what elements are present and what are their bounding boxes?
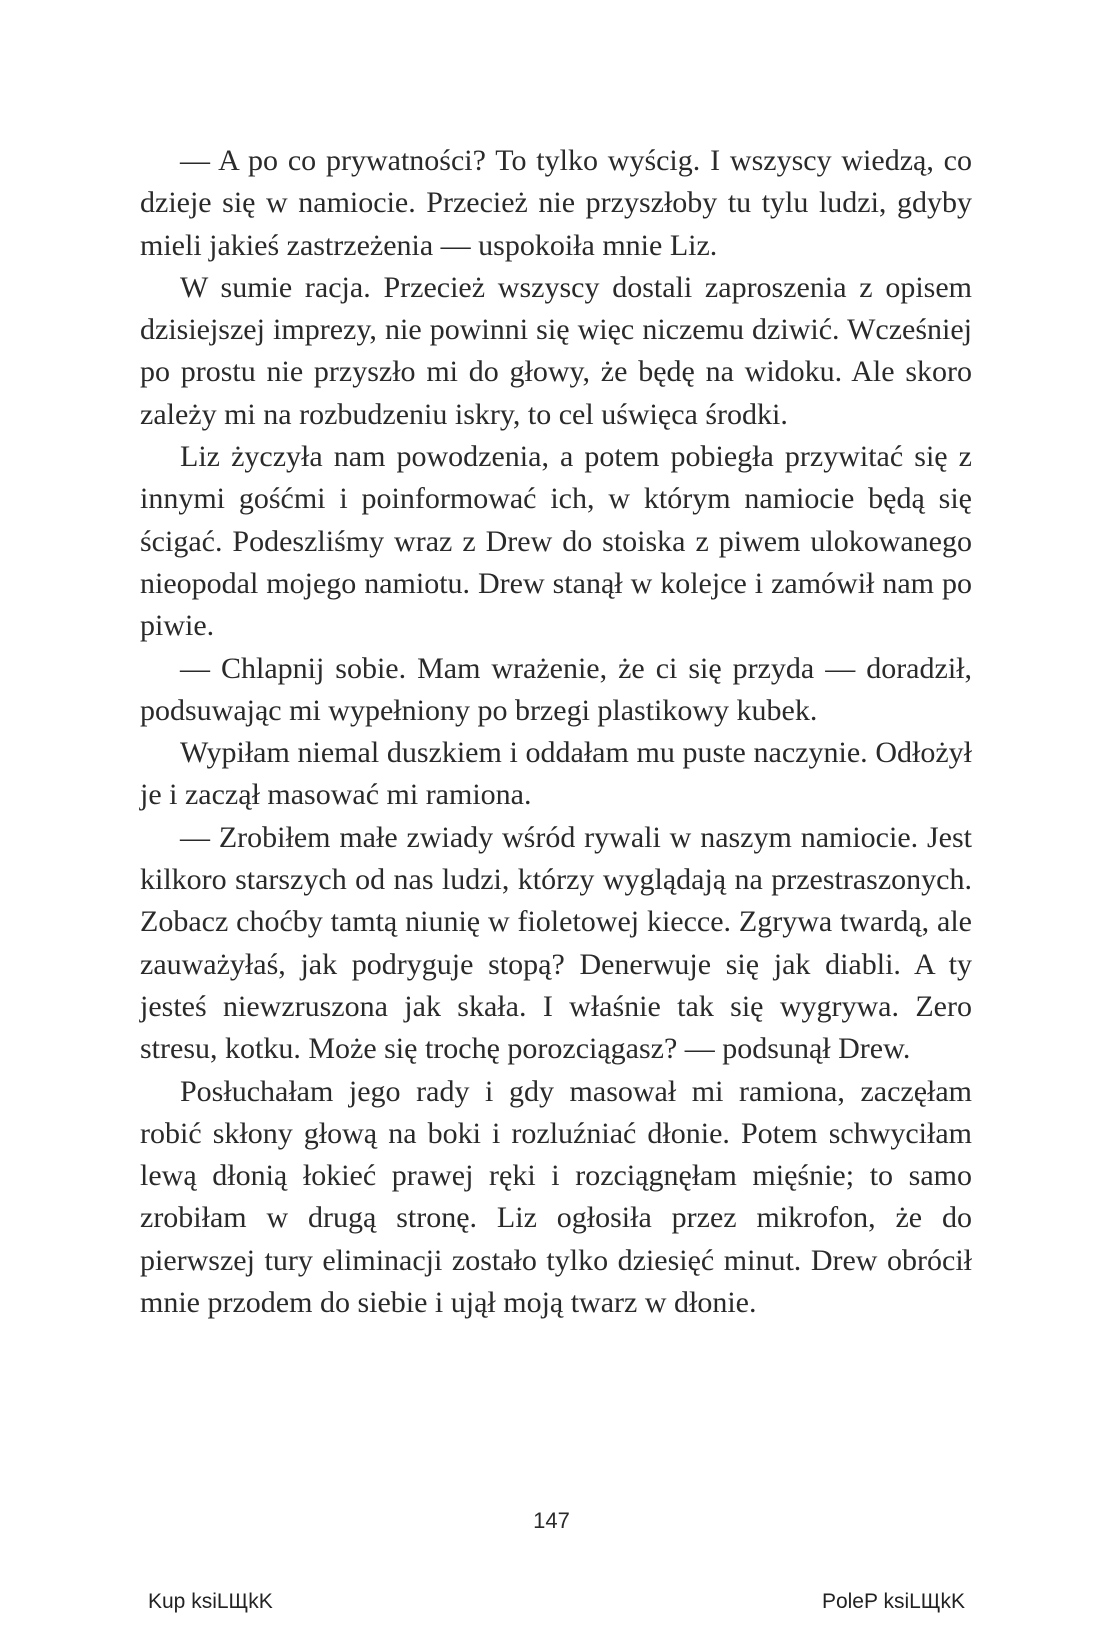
page-number: 147 [533, 1508, 570, 1533]
body-text [140, 140, 972, 1324]
paragraph: W sumie racja. Przecież wszyscy dostali zaproszenia z opisem dzisiejszej imprezy, nie powinni się więc niczemu dziwić. Wcześniej po prostu nie przyszło mi do głowy, że będę na widoku. Ale skoro zależy mi na rozbudzeniu iskry, to cel uświęca środki. [140, 270, 972, 431]
paragraph: — A po co prywatności? To tylko wyścig. I wszyscy wiedzą, co dzieje się w namiocie. Przecież nie przyszłoby tu tylu ludzi, gdyby mieli jakieś zastrzeżenia — uspokoiła mnie Liz. [140, 144, 972, 262]
paragraph: — Chlapnij sobie. Mam wrażenie, że ci się przyda — doradził, podsuwając mi wypełniony po brzegi plastikowy kubek. [140, 651, 972, 727]
paragraph: — Zrobiłem małe zwiady wśród rywali w naszym namiocie. Jest kilkoro starszych od nas ludzi, którzy wyglądają na przestraszonych. Zobacz choćby tamtą niunię w fioletowej kiecce. Zgrywa twardą, ale zauważyłaś, jak podryguje stopą? Denerwuje się jak diabli. A ty jesteś niewzruszona jak skała. I właśnie tak się wygrywa. Zero stresu, kotku. Może się trochę porozciągasz? — podsunął Drew. [140, 820, 972, 1066]
paragraph: Wypiłam niemal duszkiem i oddałam mu puste naczynie. Odłożył je i zaczął masować mi ramiona. [140, 736, 972, 812]
paragraph: Liz życzyła nam powodzenia, a potem pobiegła przywitać się z innymi gośćmi i poinformować ich, w którym namiocie będą się ścigać. Podeszliśmy wraz z Drew do stoiska z piwem ulokowanego nieopodal mojego namiotu. Drew stanął w kolejce i zamówił nam po piwie. [140, 440, 972, 643]
paragraph: Posłuchałam jego rady i gdy masował mi ramiona, zaczęłam robić skłony głową na boki i rozluźniać dłonie. Potem schwyciłam lewą dłonią łokieć prawej ręki i rozciągnęłam mięśnie; to samo zrobiłam w drugą stronę. Liz ogłosiła przez mikrofon, że do pierwszej tury eliminacji zostało tylko dziesięć minut. Drew obrócił mnie przodem do siebie i ujął moją twarz w dłonie. [140, 1074, 972, 1320]
footer-recommend-book-link[interactable]: PoleP ksiLЩkK [821, 1590, 965, 1613]
footer-buy-book-link[interactable]: Kup ksiLЩkK [148, 1590, 273, 1613]
